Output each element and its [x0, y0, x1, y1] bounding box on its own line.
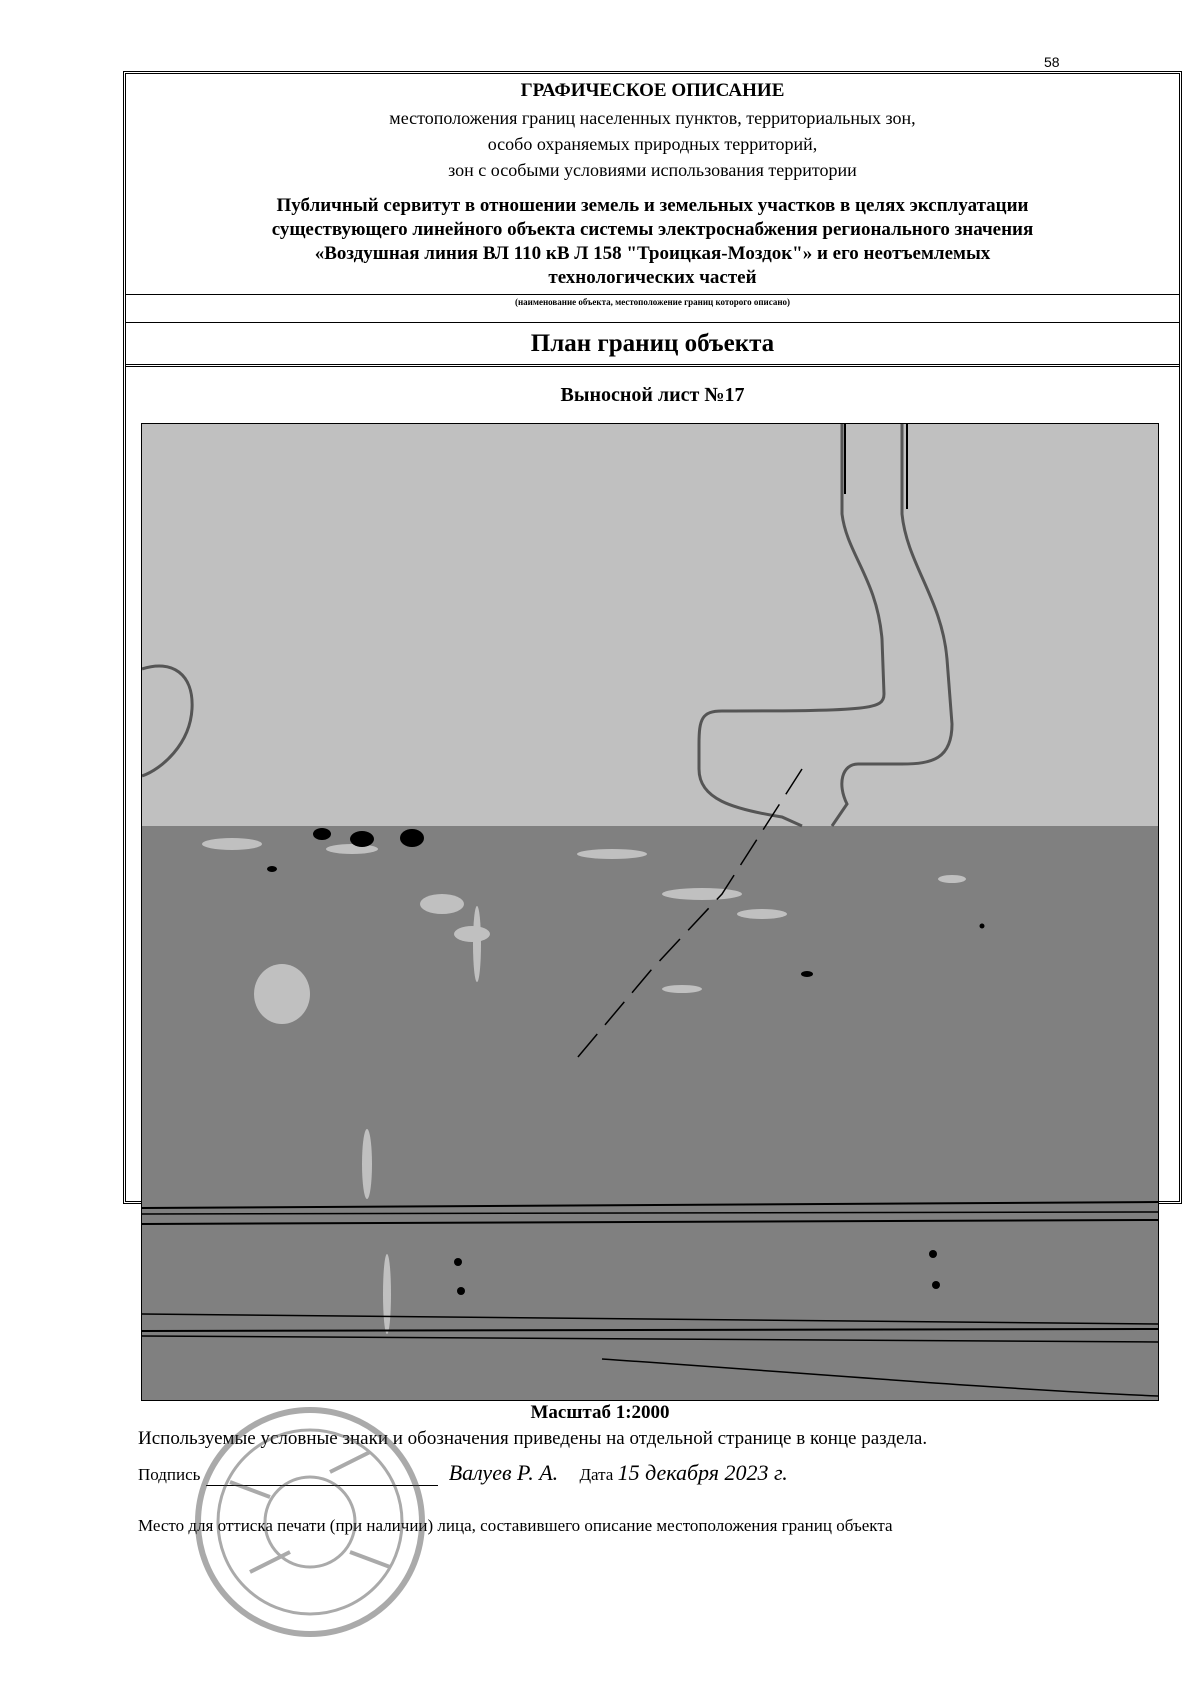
page-number: 58 — [1044, 54, 1060, 70]
signature-label: Подпись — [138, 1465, 201, 1484]
object-name-line: «Воздушная линия ВЛ 110 кВ Л 158 "Троицкая-Моздок"» и его неотъемлемых — [314, 243, 991, 264]
subtitle-line: местоположения границ населенных пунктов, территориальных зон, — [389, 108, 916, 128]
signer-name: Валуев Р. А. — [448, 1460, 559, 1485]
map-drawing — [142, 424, 1158, 1400]
sheet-title: Выносной лист №17 — [560, 384, 745, 406]
light-zone — [142, 424, 1158, 826]
seal-stamp — [190, 1402, 430, 1642]
object-name — [166, 194, 1139, 290]
stamp-note: Место для оттиска печати (при наличии) лица, составившего описание местоположения границ объекта — [138, 1516, 893, 1535]
point-markers — [454, 1250, 940, 1295]
scale-label: Масштаб 1:2000 — [530, 1402, 670, 1423]
legend-note: Используемые условные знаки и обозначения приведены на отдельной странице в конце раздела. — [138, 1428, 928, 1449]
terrain-spots — [202, 838, 966, 1334]
header-section — [126, 74, 1179, 367]
divider — [126, 322, 1179, 323]
plan-title: План границ объекта — [530, 330, 775, 357]
date-label: Дата — [579, 1465, 614, 1484]
subtitle-line: зон с особыми условиями использования территории — [448, 160, 857, 180]
subtitle-line: особо охраняемых природных территорий, — [487, 134, 818, 154]
document-title: ГРАФИЧЕСКОЕ ОПИСАНИЕ — [520, 80, 785, 101]
divider — [126, 294, 1179, 295]
road-lines — [142, 1202, 1158, 1396]
object-name-line: технологических частей — [548, 267, 757, 288]
object-name-line: существующего линейного объекта системы электроснабжения регионального значения — [271, 219, 1034, 240]
object-name-line: Публичный сервитут в отношении земель и земельных участков в целях эксплуатации — [276, 195, 1029, 216]
date-value: 15 декабря 2023 г. — [617, 1460, 788, 1485]
object-caption: (наименование объекта, местоположение границ которого описано) — [514, 297, 791, 307]
map-image — [141, 423, 1159, 1401]
